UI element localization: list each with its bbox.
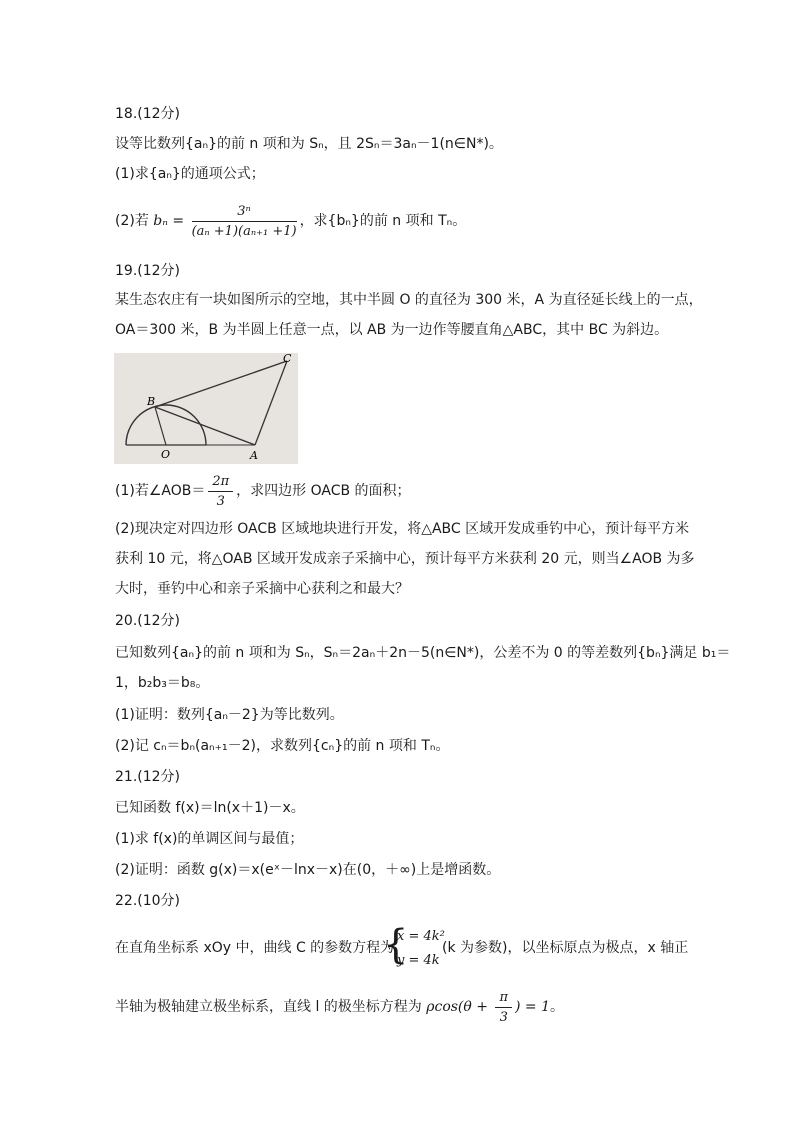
q22-polar-rhs: ) = 1 (515, 999, 551, 1015)
q19-part1 (115, 472, 411, 510)
label-a: A (250, 449, 258, 462)
q19-fraction-num: 2π (208, 473, 233, 492)
q18-header: 18.(12分) (115, 106, 181, 122)
q18-part1: (1)求{aₙ}的通项公式； (115, 166, 265, 182)
q20-part1: (1)证明：数列{aₙ－2}为等比数列。 (115, 707, 344, 723)
q20-header: 20.(12分) (115, 613, 181, 629)
q19-part2-line1: (2)现决定对四边形 OACB 区域地块进行开发，将△ABC 区域开发成垂钓中心，预计每平方米 (115, 521, 690, 537)
q19-figure (114, 353, 298, 464)
q19-figure-svg (114, 353, 298, 464)
q19-part2-line3: 大时，垂钓中心和亲子采摘中心获利之和最大？ (115, 581, 409, 597)
q19-part1-prefix: (1)若∠AOB＝ (115, 483, 206, 499)
q18-fraction-num: 3ⁿ (192, 203, 297, 222)
q19-stem-line1: 某生态农庄有一块如图所示的空地，其中半圆 O 的直径为 300 米，A 为直径延长线上的一点， (115, 292, 703, 308)
q22-line2-prefix: 半轴为极轴建立极坐标系，直线 l 的极坐标方程为 (115, 999, 427, 1015)
q18-fraction-den: (aₙ +1)(aₙ₊₁ +1) (191, 223, 297, 239)
q18-part2 (115, 202, 466, 240)
q22-eq-x: x = 4k² (397, 929, 445, 944)
segment-ca (255, 361, 287, 445)
q21-part2: (2)证明：函数 g(x)＝x(eˣ－lnx－x)在(0，＋∞)上是增函数。 (115, 862, 501, 878)
q22-fraction (495, 989, 512, 1026)
label-c: C (283, 353, 292, 365)
segment-bo (155, 407, 166, 445)
q22-line2 (115, 988, 564, 1026)
q21-part1: (1)求 f(x)的单调区间与最值； (115, 831, 304, 847)
q20-stem-line2: 1，b₂b₃＝b₈。 (115, 675, 210, 691)
q19-stem-line2: OA＝300 米，B 为半圆上任意一点，以 AB 为一边作等腰直角△ABC，其中 BC 为斜边。 (115, 322, 669, 338)
segment-bc (155, 361, 287, 407)
q22-header: 22.(10分) (115, 893, 181, 909)
q19-fraction-den: 3 (216, 493, 225, 509)
q20-stem-line1: 已知数列{aₙ}的前 n 项和为 Sₙ，Sₙ＝2aₙ＋2n－5(n∈N*)，公差不为 0 的等差数列{bₙ}满足 b₁＝ (115, 645, 731, 661)
q18-stem: 设等比数列{aₙ}的前 n 项和为 Sₙ，且 2Sₙ＝3aₙ－1(n∈N*)。 (115, 136, 503, 152)
q22-fraction-num: π (495, 989, 512, 1008)
q22-stem-suffix: (k 为参数)，以坐标原点为极点，x 轴正 (442, 940, 689, 956)
q19-part1-suffix: ，求四边形 OACB 的面积； (236, 483, 411, 499)
q22-fraction-den: 3 (499, 1009, 508, 1025)
q22-brace: { (383, 922, 409, 968)
q18-part2-lhs: bₙ = (153, 213, 189, 229)
label-o: O (161, 448, 171, 461)
q22-eq-y: y = 4k (397, 953, 440, 968)
q21-header: 21.(12分) (115, 769, 181, 785)
q22-polar-lhs: ρcos(θ + (426, 999, 493, 1015)
q18-part2-prefix: (2)若 (115, 213, 154, 229)
q18-part2-suffix: ，求{bₙ}的前 n 项和 Tₙ。 (299, 213, 467, 229)
q19-header: 19.(12分) (115, 263, 181, 279)
q19-part2-line2: 获利 10 元，将△OAB 区域开发成亲子采摘中心，预计每平方米获利 20 元，则当∠AOB 为多 (115, 551, 695, 567)
q20-part2: (2)记 cₙ＝bₙ(aₙ₊₁－2)，求数列{cₙ}的前 n 项和 Tₙ。 (115, 738, 450, 754)
q22-line2-suffix: 。 (550, 999, 565, 1015)
q22-stem-prefix: 在直角坐标系 xOy 中，曲线 C 的参数方程为 (115, 940, 395, 956)
q21-stem: 已知函数 f(x)＝ln(x＋1)－x。 (115, 800, 305, 816)
q18-fraction (192, 203, 297, 240)
q19-fraction (208, 473, 233, 510)
label-b: B (147, 395, 156, 408)
